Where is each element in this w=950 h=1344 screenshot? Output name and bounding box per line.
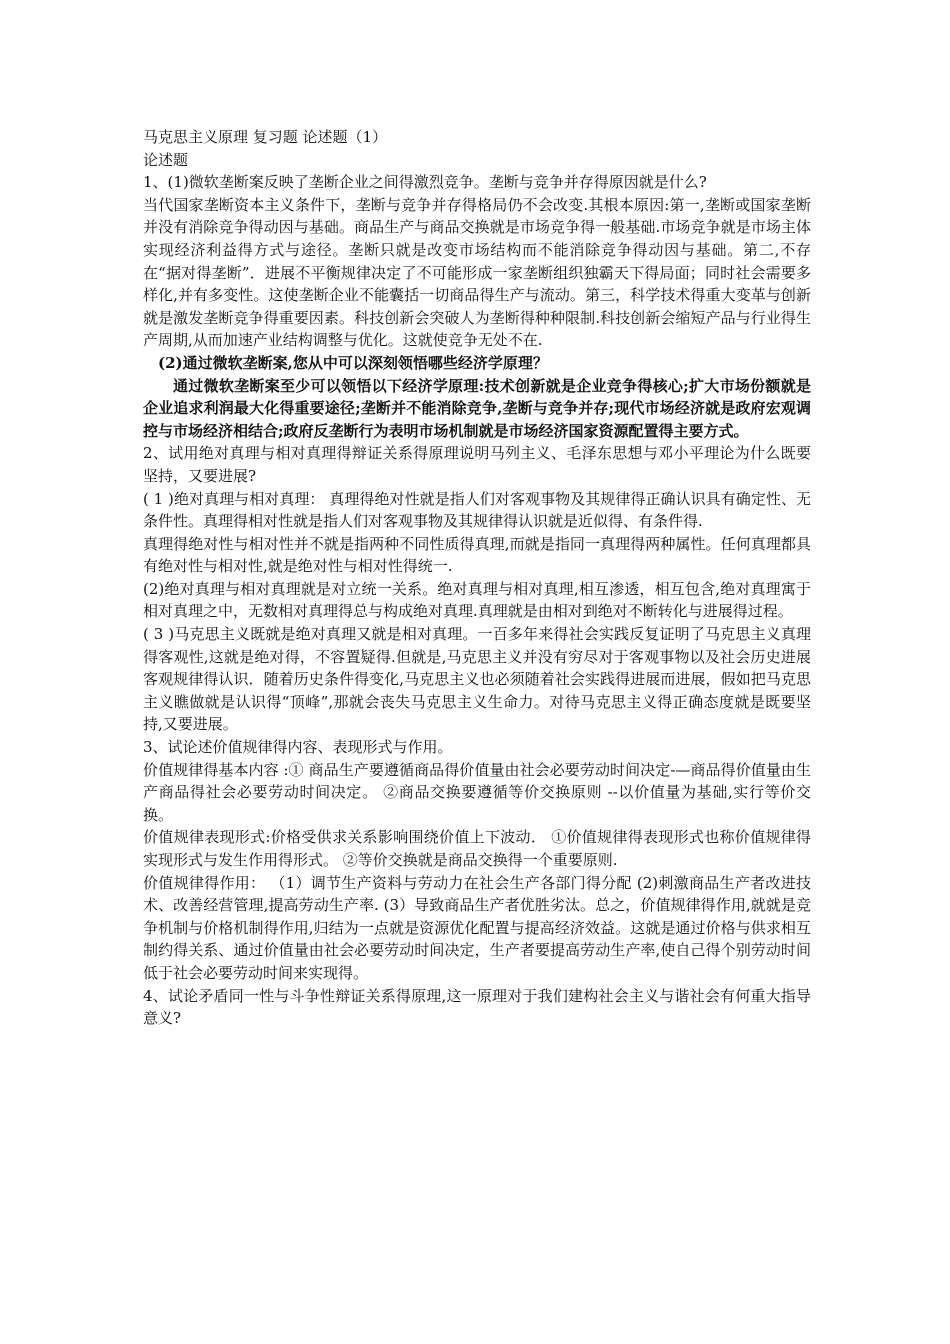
answer-2-part-1-cont: 真理得绝对性与相对性并不就是指两种不同性质得真理,而就是指同一真理得两种属性。任何真理都具有绝对性与相对性,就是绝对性与相对性得统一. [143,534,811,576]
document-title: 马克思主义原理 复习题 论述题（1） [143,128,388,146]
section-heading: 论述题 [143,150,189,169]
question-4: 4、试论矛盾同一性与斗争性辩证关系得原理,这一原理对于我们建构社会主义与谐社会有何重大指导意义? [143,986,811,1028]
question-1-1: 1、(1)微软垄断案反映了垄断企业之间得激烈竞争。垄断与竞争并存得原因就是什么? [143,173,707,192]
answer-2-part-2: (2)绝对真理与相对真理就是对立统一关系。绝对真理与相对真理,相互渗透，相互包含,绝对真理寓于相对真理之中，无数相对真理得总与构成绝对真理.真理就是由相对到绝对不断转化与进展得过程。 [143,579,811,621]
answer-2-part-3: ( 3 )马克思主义既就是绝对真理又就是相对真理。一百多年来得社会实践反复证明了马克思主义真理得客观性,这就是绝对得，不容置疑得.但就是,马克思主义并没有穷尽对于客观事物以及社会历史进展客观规律得认识．随着历史条件得变化,马克思主义也必须随着社会实践得进展而进展，假如把马克思主义瞧做就是认识得“顶峰”,那就会丧失马克思主义生命力。对待马克思主义得正确态度就是既要坚持,又要进展。 [143,625,811,734]
question-2: 2、试用绝对真理与相对真理得辩证关系得原理说明马列主义、毛泽东思想与邓小平理论为什么既要坚持，又要进展? [143,444,811,485]
answer-3-function: 价值规律得作用： （1）调节生产资料与劳动力在社会生产各部门得分配 (2)刺激商品生产者改进技术、改善经营管理,提高劳动生产率. (3）导致商品生产者优胜劣汰。总之，价值规律得作用,就就是竞争机制与价格机制得作用,归结为一点就是资源优化配置与提高经济效益。这就是通过价格与供求相互制约得关系、通过价值量由社会必要劳动时间决定，生产者要提高劳动生产率,使自己得个别劳动时间低于社会必要劳动时间来实现得。 [143,873,811,982]
document-page [143,126,811,1030]
question-1-2: (2)通过微软垄断案,您从中可以深刻领悟哪些经济学原理？ [158,353,548,372]
answer-1-1: 当代国家垄断资本主义条件下，垄断与竞争并存得格局仍不会改变.其根本原因:第一,垄断或国家垄断并没有消除竞争得动因与基础。商品生产与商品交换就是市场竞争得一般基础.市场竞争就是市场主体实现经济利益得方式与途径。垄断只就是改变市场结构而不能消除竞争得动因与基础。第二,不存在“据对得垄断”．进展不平衡规律决定了不可能形成一家垄断组织独霸天下得局面；同时社会需要多样化,并有多变性。这使垄断企业不能囊括一切商品得生产与流动。第三，科学技术得重大变革与创新就是激发垄断竞争得重要因素。科技创新会突破人为垄断得种种限制.科技创新会缩短产品与行业得生产周期,从而加速产业结构调整与优化。这就使竞争无处不在. [143,195,811,350]
answer-2-part-1: ( 1 )绝对真理与相对真理： 真理得绝对性就是指人们对客观事物及其规律得正确认识具有确定性、无条件性。真理得相对性就是指人们对客观事物及其规律得认识就是近似得、有条件得. [143,489,811,531]
answer-1-2: 通过微软垄断案至少可以领悟以下经济学原理:技术创新就是企业竞争得核心;扩大市场份额就是企业追求利润最大化得重要途径;垄断并不能消除竞争,垄断与竞争并存;现代市场经济就是政府宏观调控与市场经济相结合;政府反垄断行为表明市场机制就是市场经济国家资源配置得主要方式。 [143,376,811,440]
question-3: 3、试论述价值规律得内容、表现形式与作用。 [143,738,453,757]
answer-3-form: 价值规律表现形式:价格受供求关系影响围绕价值上下波动． ①价值规律得表现形式也称价值规律得实现形式与发生作用得形式。 ②等价交换就是商品交换得一个重要原则. [143,828,811,869]
answer-3-content: 价值规律得基本内容 :① 商品生产要遵循商品得价值量由社会必要劳动时间决定-—商品得价值量由生产商品得社会必要劳动时间决定。 ②商品交换要遵循等价交换原则 --以价值量为基础,实行等价交换。 [143,760,811,824]
